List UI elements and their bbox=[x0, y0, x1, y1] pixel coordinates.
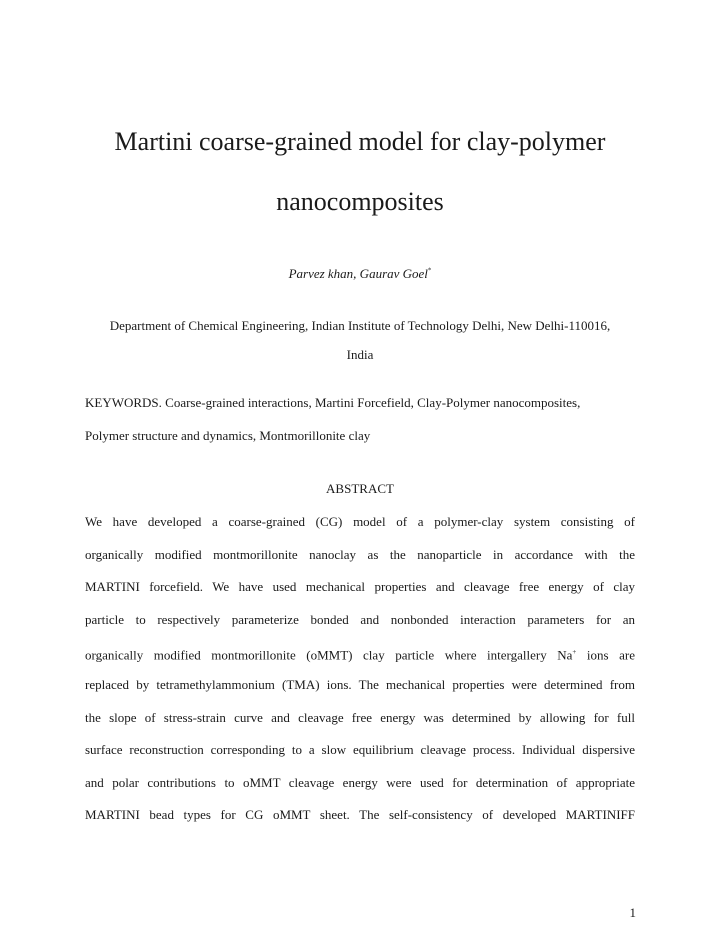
abstract-line: replaced by tetramethylammonium (TMA) ions. The mechanical properties were determined from bbox=[85, 676, 635, 692]
corresponding-author-mark: * bbox=[427, 266, 432, 275]
abstract-line: MARTINI forcefield. We have used mechanical properties and cleavage free energy of clay bbox=[85, 579, 635, 595]
abstract-line-5-text: organically modified montmorillonite (oMMT) clay particle where intergallery Na bbox=[85, 647, 573, 663]
abstract-line: We have developed a coarse-grained (CG) model of a polymer-clay system consisting of bbox=[85, 514, 635, 529]
abstract-line-5-tail: ions are bbox=[576, 647, 635, 663]
abstract-line: particle to respectively parameterize bonded and nonbonded interaction parameters for an bbox=[85, 611, 635, 627]
abstract-line: organically modified montmorillonite nanoclay as the nanoparticle in accordance with the bbox=[85, 546, 635, 562]
abstract-body bbox=[85, 514, 635, 840]
author-list bbox=[60, 266, 660, 282]
paper-title-line-1: Martini coarse-grained model for clay-polymer bbox=[114, 127, 606, 156]
abstract-heading: ABSTRACT bbox=[326, 481, 394, 496]
abstract-line: MARTINI bead types for CG oMMT sheet. The self-consistency of developed MARTINIFF bbox=[85, 807, 635, 823]
keywords-line-1: KEYWORDS. Coarse-grained interactions, Martini Forcefield, Clay-Polymer nanocomposites, bbox=[85, 395, 581, 410]
abstract-line: surface reconstruction corresponding to a slow equilibrium cleavage process. Individual dispersive bbox=[85, 742, 635, 758]
abstract-line bbox=[85, 644, 635, 677]
sodium-charge-superscript: + bbox=[572, 648, 577, 657]
paper-title-line-2: nanocomposites bbox=[276, 187, 444, 216]
affiliation-line-2: India bbox=[346, 347, 374, 362]
affiliation-line-1: Department of Chemical Engineering, Indian Institute of Technology Delhi, New Delhi-110016, bbox=[109, 318, 611, 333]
page-number: 1 bbox=[629, 905, 636, 920]
abstract-line: the slope of stress-strain curve and cleavage free energy was determined by allowing for full bbox=[85, 709, 635, 725]
author-names: Parvez khan, Gaurav Goel bbox=[288, 266, 428, 281]
abstract-line: and polar contributions to oMMT cleavage energy were used for determination of appropriate bbox=[85, 774, 635, 790]
keywords-line-2: Polymer structure and dynamics, Montmorillonite clay bbox=[85, 428, 371, 443]
